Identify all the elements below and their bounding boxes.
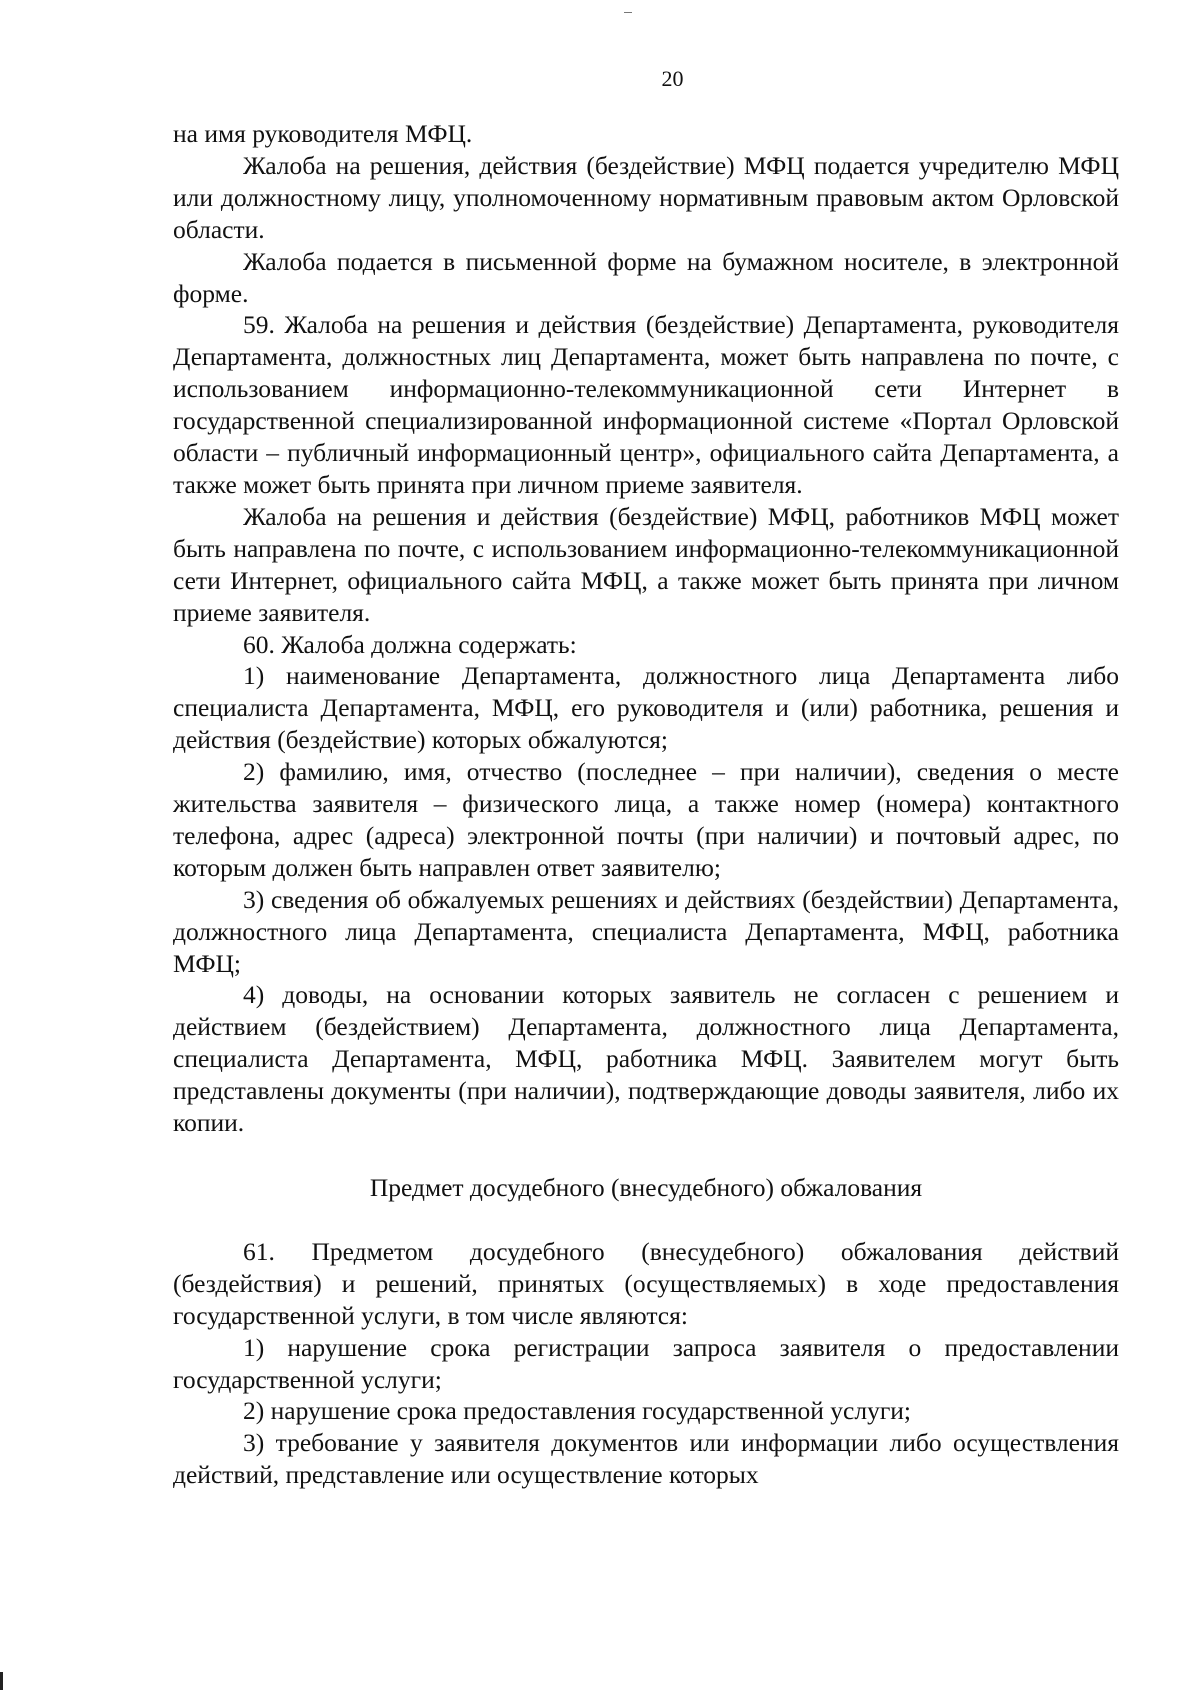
paragraph: Жалоба на решения и действия (бездействие) МФЦ, работников МФЦ может быть направлена по почте, с использованием информационно-телекоммуникационной сети Интернет, официального сайта МФЦ, а также может быть принята при личном приеме заявителя. xyxy=(173,501,1119,627)
list-item: 1) наименование Департамента, должностного лица Департамента либо специалиста Департамента, МФЦ, его руководителя и (или) работника, решения и действия (бездействие) которых обжалуются; xyxy=(173,661,1119,755)
paragraph: Жалоба подается в письменной форме на бумажном носителе, в электронной форме. xyxy=(173,246,1119,308)
document-body xyxy=(173,118,1119,1491)
list-item: 3) сведения об обжалуемых решениях и действиях (бездействии) Департамента, должностного лица Департамента, специалиста Департамента, МФЦ, работника МФЦ; xyxy=(173,884,1119,978)
paragraph: 60. Жалоба должна содержать: xyxy=(243,629,577,659)
scan-artifact xyxy=(624,12,632,13)
list-item: 4) доводы, на основании которых заявитель не согласен с решением и действием (бездействием) Департамента, должностного лица Департамента, специалиста Департамента, МФЦ, работника МФЦ. Заявителем могут быть представлены документы (при наличии), подтверждающие доводы заявителя, либо их копии. xyxy=(173,980,1119,1138)
paragraph: Жалоба на решения, действия (бездействие) МФЦ подается учредителю МФЦ или должностному лицу, уполномоченному нормативным правовым актом Орловской области. xyxy=(173,150,1119,244)
list-item: 2) нарушение срока предоставления государственной услуги; xyxy=(243,1396,912,1426)
paragraph: 61. Предметом досудебного (внесудебного) обжалования действий (бездействия) и решений, принятых (осуществляемых) в ходе предоставления государственной услуги, в том числе являются: xyxy=(173,1236,1119,1330)
list-item: 1) нарушение срока регистрации запроса заявителя о предоставлении государственной услуги; xyxy=(173,1332,1119,1394)
section-heading: Предмет досудебного (внесудебного) обжалования xyxy=(369,1173,923,1202)
scan-artifact xyxy=(0,1672,3,1690)
paragraph: на имя руководителя МФЦ. xyxy=(173,119,473,148)
page-number: 20 xyxy=(661,66,684,91)
list-item: 3) требование у заявителя документов или информации либо осуществления действий, представление или осуществление которых xyxy=(173,1428,1119,1490)
paragraph: 59. Жалоба на решения и действия (бездействие) Департамента, руководителя Департамента, должностных лиц Департамента, может быть направлена по почте, с использованием информационно-телекоммуникационной сети Интернет в государственной специализированной информационной системе «Портал Орловской области – публичный информационный центр», официального сайта Департамента, а также может быть принята при личном приеме заявителя. xyxy=(173,310,1119,499)
list-item: 2) фамилию, имя, отчество (последнее – при наличии), сведения о месте жительства заявителя – физического лица, а также номер (номера) контактного телефона, адрес (адреса) электронной почты (при наличии) и почтовый адрес, по которым должен быть направлен ответ заявителю; xyxy=(173,757,1119,882)
